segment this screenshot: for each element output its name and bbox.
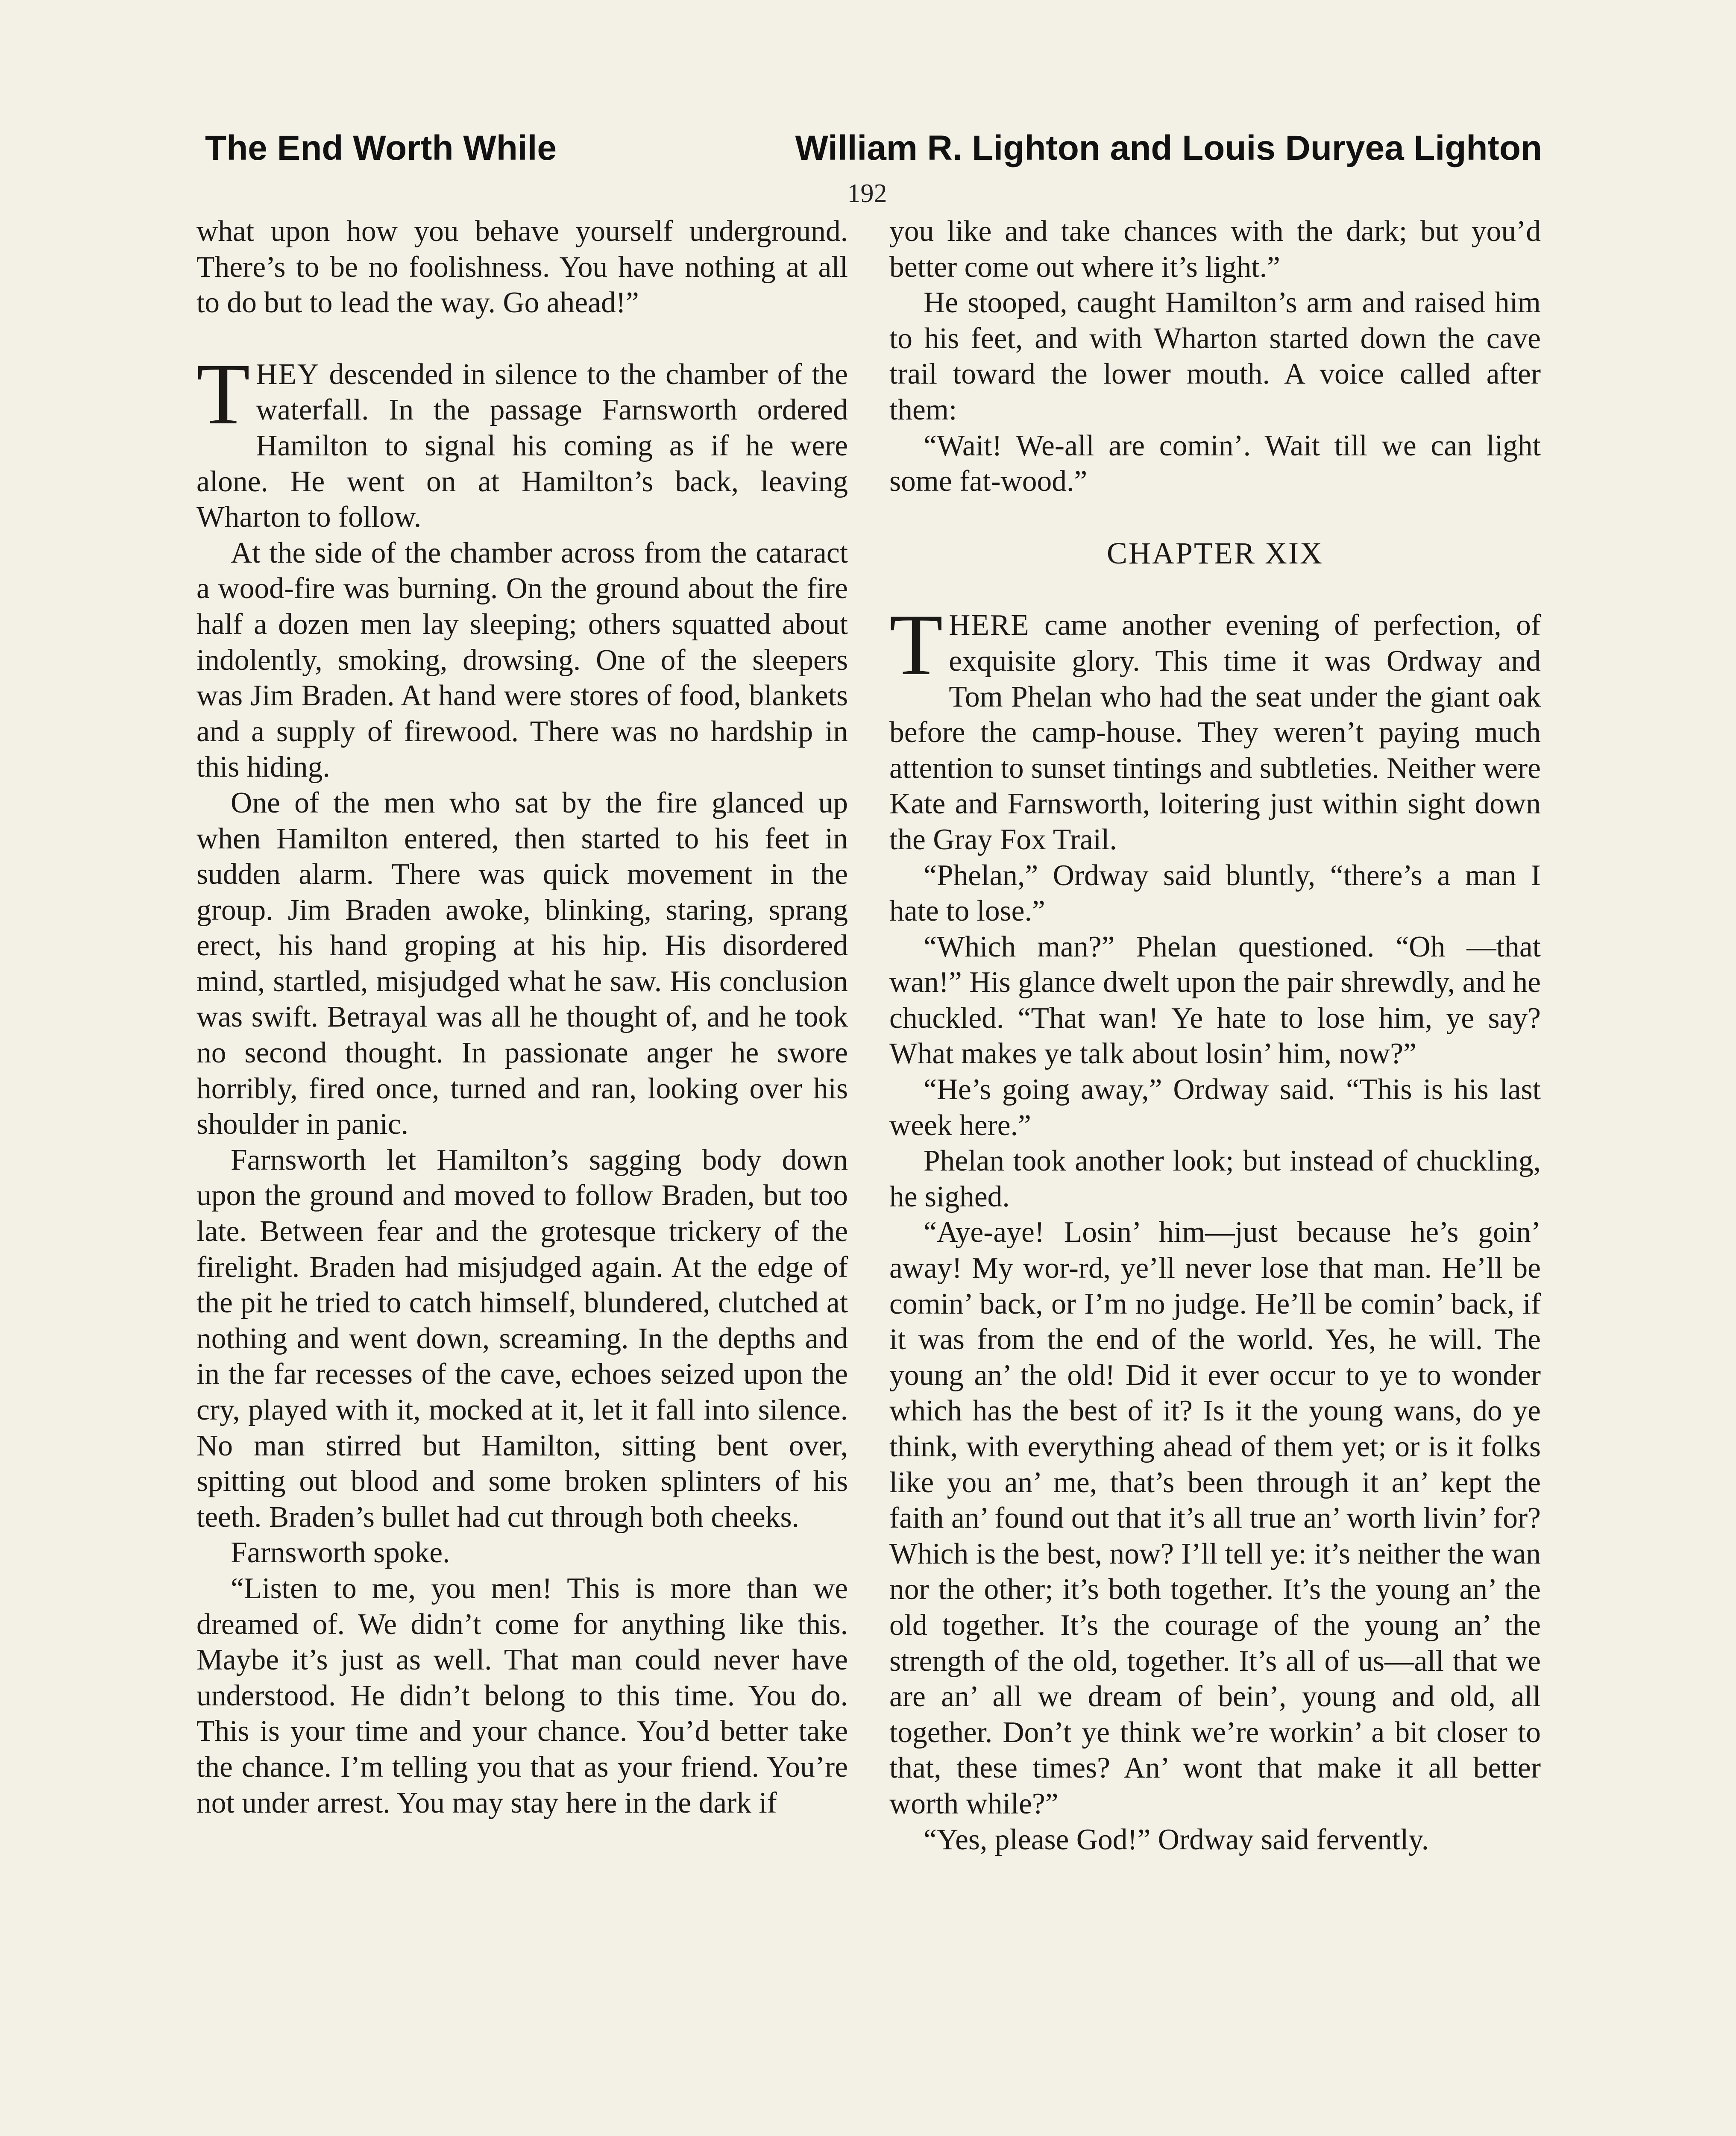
section-break [196,321,848,357]
paragraph-dropcap [889,596,1541,857]
paragraph: “Which man?” Phelan questioned. “Oh —that wan!” His glance dwelt upon the pair shrewdly, and he chuckled. “That wan! Ye hate to lose him, ye say? What makes ye talk about losin’ him, now?” [889,930,1541,1071]
small-caps-lead: HEY [256,358,320,391]
paragraph: “Listen to me, you men! This is more than we dreamed of. We didn’t come for anything like this. Maybe it’s just as well. That man could never have understood. He didn’t belong to this time. You do. This is your time and your chance. You’d better take the chance. I’m telling you that as your friend. You’re not under arrest. You may stay here in the dark if [196,1572,848,1819]
story-title: The End Worth While [205,129,557,167]
paragraph: One of the men who sat by the fire glanced up when Hamilton entered, then started to his feet in sudden alarm. There was quick movement in the group. Jim Braden awoke, blinking, staring, sprang erect, his hand groping at his hip. His disordered mind, startled, misjudged what he saw. His conclusion was swift. Betrayal was all he thought of, and he took no second thought. In passionate anger he swore horribly, fired once, turned and ran, looking over his shoulder in panic. [196,786,848,1141]
paragraph: At the side of the chamber across from the cataract a wood-fire was burning. On the ground about the fire half a dozen men lay sleeping; others squatted about indolently, smoking, drowsing. One of the sleepers was Jim Braden. At hand were stores of food, blankets and a supply of firewood. There was no hardship in this hiding. [196,536,848,784]
paragraph-text: descended in silence to the chamber of the waterfall. In the passage Farnsworth ordered Hamilton to signal his coming as if he were alone. He went on at Hamilton’s back, leaving Wharton to follow. [196,358,848,534]
drop-cap-letter: T [196,345,250,443]
right-column [889,214,1541,1857]
paragraph: Phelan took another look; but instead of chuckling, he sighed. [889,1144,1541,1213]
paragraph: what upon how you behave yourself underground. There’s to be no foolishness. You have nothing at all to do but to lead the way. Go ahead!” [196,215,848,320]
chapter-heading: CHAPTER XIX [1106,536,1323,570]
left-column [196,214,848,1821]
paragraph-dropcap [196,345,848,535]
paragraph: Farnsworth let Hamilton’s sagging body down upon the ground and moved to follow Braden, but too late. Between fear and the grotesque trickery of the firelight. Braden had misjudged again. At the edge of the pit he tried to catch himself, blundered, clutched at nothing and went down, screaming. In the depths and in the far recesses of the cave, echoes seized upon the cry, played with it, mocked at it, let it fall into silence. No man stirred but Hamilton, sitting bent over, spitting out blood and some broken splinters of his teeth. Braden’s bullet had cut through both cheeks. [196,1143,848,1534]
paragraph: Farnsworth spoke. [231,1536,450,1570]
paragraph: “Wait! We-all are comin’. Wait till we can light some fat-wood.” [889,429,1541,498]
page-number: 192 [847,179,887,208]
paragraph: “Aye-aye! Losin’ him—just because he’s goin’ away! My wor-rd, ye’ll never lose that man. He’ll be comin’ back, or I’m no judge. He’ll be comin’ back, if it was from the end of the world. Yes, he will. The young an’ the old! Did it ever occur to ye to wonder which has the best of it? Is it the young wans, do ye think, with everything ahead of them yet; or is it folks like you an’ me, that’s been through it an’ kept the faith an’ found out that it’s all true an’ worth livin’ for? Which is the best, now? I’ll tell ye: it’s neither the wan nor the other; it’s both together. It’s the young an’ the old together. It’s the courage of the young an’ the strength of the old, together. It’s all of us—all that we are an’ all we dream of bein’, young and old, all together. Don’t ye think we’re workin’ a bit closer to that, these times? An’ wont that make it all better worth while?” [889,1216,1541,1820]
paragraph: He stooped, caught Hamilton’s arm and raised him to his feet, and with Wharton started down the cave trail toward the lower mouth. A voice called after them: [889,286,1541,426]
paragraph: “He’s going away,” Ordway said. “This is his last week here.” [889,1073,1541,1142]
paragraph: “Yes, please God!” Ordway said fervently. [924,1823,1429,1856]
paragraph: you like and take chances with the dark; but you’d better come out where it’s light.” [889,215,1541,284]
story-authors: William R. Lighton and Louis Duryea Lighton [795,129,1542,167]
small-caps-lead: HERE [949,609,1030,642]
running-header [205,128,1542,168]
paragraph: “Phelan,” Ordway said bluntly, “there’s a man I hate to lose.” [889,859,1541,928]
paragraph-text: came another evening of perfection, of exquisite glory. This time it was Ordway and Tom Phelan who had the seat under the giant oak before the camp-house. They weren’t paying much attention to sunset tintings and subtleties. Neither were Kate and Farnsworth, loitering just within sight down the Gray Fox Trail. [889,609,1541,856]
drop-cap-letter: T [889,596,943,694]
